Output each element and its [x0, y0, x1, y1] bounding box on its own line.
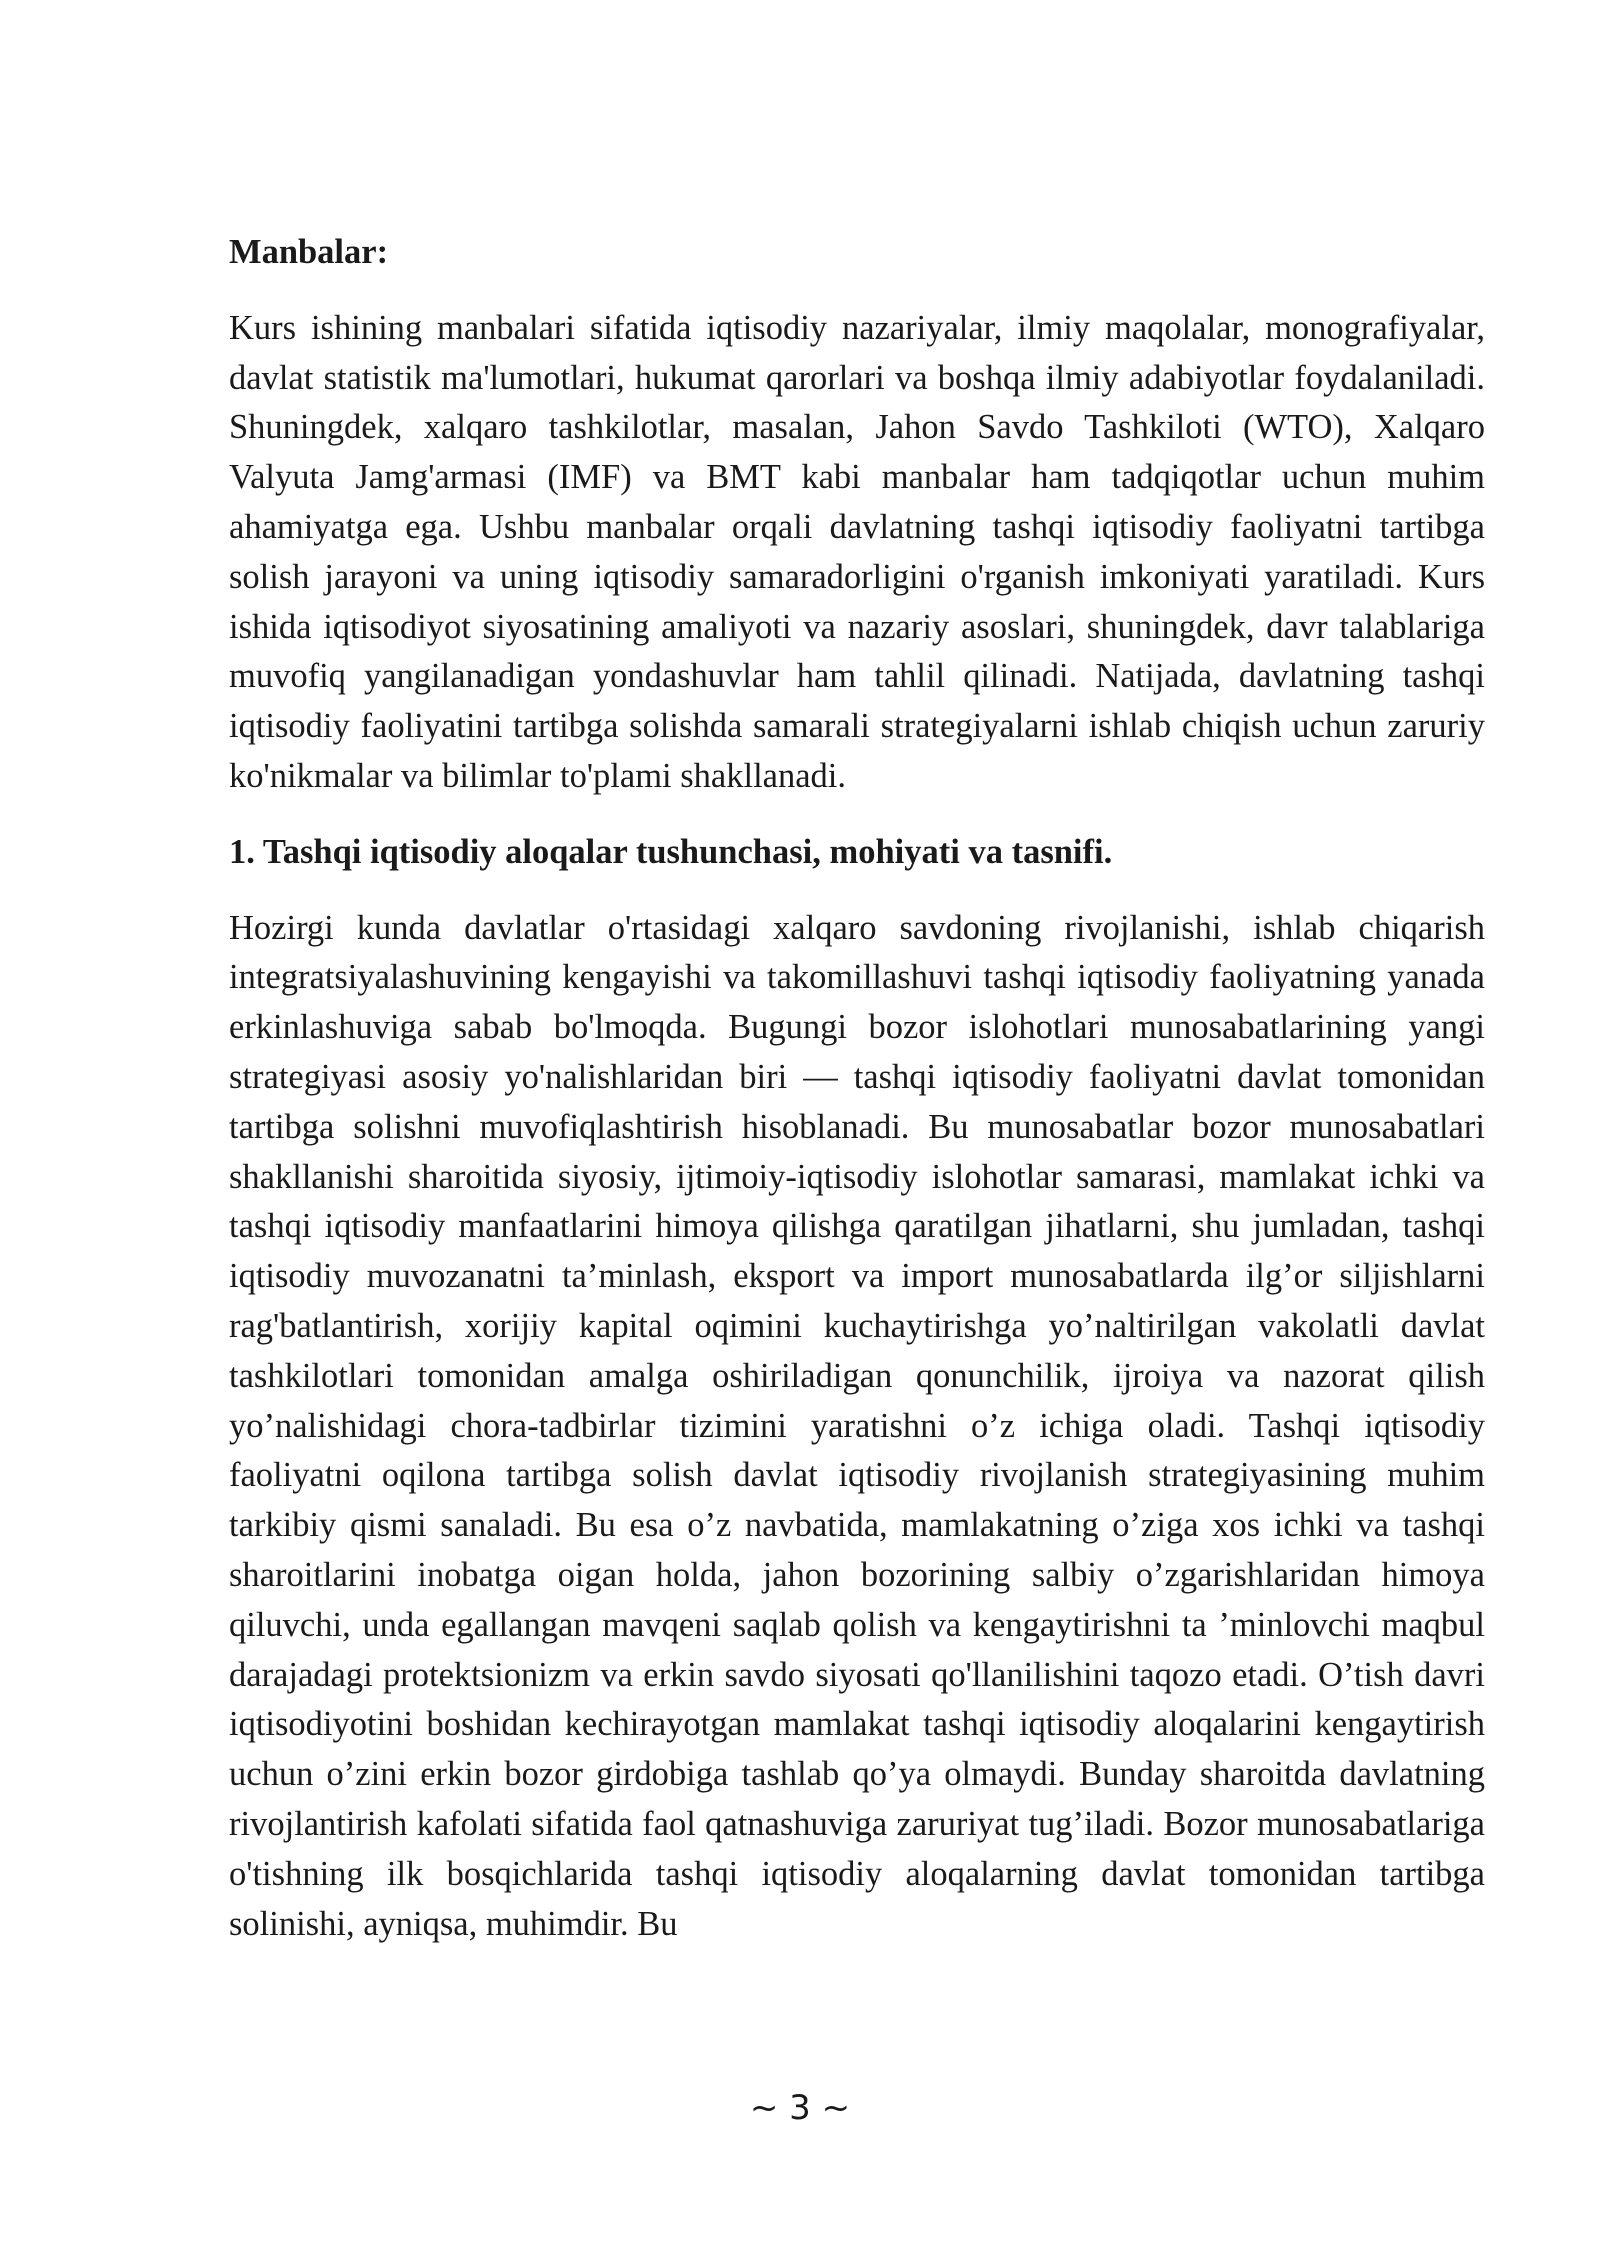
sources-heading: Manbalar: — [229, 233, 389, 271]
section-1-paragraph: Hozirgi kunda davlatlar o'rtasidagi xalqaro savdoning rivojlanishi, ishlab chiqarish integratsiyalashuvining kengayishi va takomillashuvi tashqi iqtisodiy faoliyatning yanada erkinlashuviga sabab bo'lmoqda. Bugungi bozor islohotlari munosabatlarining yangi strategiyasi asosiy yo'nalishlaridan biri — tashqi iqtisodiy faoliyatni davlat tomonidan tartibga solishni muvofiqlashtirish hisoblanadi. Bu munosabatlar bozor munosabatlari shakllanishi sharoitida siyosiy, ijtimoiy-iqtisodiy islohotlar samarasi, mamlakat ichki va tashqi iqtisodiy manfaatlarini himoya qilishga qaratilgan jihatlarni, shu jumladan, tashqi iqtisodiy muvozanatni ta’minlash, eksport va import munosabatlarda ilg’or siljishlarni rag'batlantirish, xorijiy kapital oqimini kuchaytirishga yo’naltirilgan vakolatli davlat tashkilotlari tomonidan amalga oshiriladigan qonunchilik, ijroiya va nazorat qilish yo’nalishidagi chora-tadbirlar tizimini yaratishni o’z ichiga oladi. Tashqi iqtisodiy faoliyatni oqilona tartibga solish davlat iqtisodiy rivojlanish strategiyasining muhim tarkibiy qismi sanaladi. Bu esa o’z navbatida, mamlakatning o’ziga xos ichki va tashqi sharoitlarini inobatga oigan holda, jahon bozorining salbiy o’zgarishlaridan himoya qiluvchi, unda egallangan mavqeni saqlab qolish va kengaytirishni ta ’minlovchi maqbul darajadagi protektsionizm va erkin savdo siyosati qo'llanilishini taqozo etadi. O’tish davri iqtisodiyotini boshidan kechirayotgan mamlakat tashqi iqtisodiy aloqalarini kengaytirish uchun o’zini erkin bozor girdobiga tashlab qo’ya olmaydi. Bunday sharoitda davlatning rivojlantirish kafolati sifatida faol qatnashuviga zaruriyat tug’iladi. Bozor munosabatlariga o'tishning ilk bosqichlarida tashqi iqtisodiy aloqalarning davlat tomonidan tartibga solinishi, ayniqsa, muhimdir. Bu — [229, 908, 1485, 1943]
section-1-heading: 1. Tashqi iqtisodiy aloqalar tushunchasi, mohiyati va tasnifi. — [229, 832, 1113, 871]
page-number: ~ 3 ~ — [749, 2088, 851, 2128]
sources-paragraph: Kurs ishining manbalari sifatida iqtisodiy nazariyalar, ilmiy maqolalar, monografiyalar, davlat statistik ma'lumotlari, hukumat qarorlari va boshqa ilmiy adabiyotlar foydalaniladi. Shuningdek, xalqaro tashkilotlar, masalan, Jahon Savdo Tashkiloti (WTO), Xalqaro Valyuta Jamg'armasi (IMF) va BMT kabi manbalar ham tadqiqotlar uchun muhim ahamiyatga ega. Ushbu manbalar orqali davlatning tashqi iqtisodiy faoliyatni tartibga solish jarayoni va uning iqtisodiy samaradorligini o'rganish imkoniyati yaratiladi. Kurs ishida iqtisodiyot siyosatining amaliyoti va nazariy asoslari, shuningdek, davr talablariga muvofiq yangilanadigan yondashuvlar ham tahlil qilinadi. Natijada, davlatning tashqi iqtisodiy faoliyatini tartibga solishda samarali strategiyalarni ishlab chiqish uchun zaruriy ko'nikmalar va bilimlar to'plami shakllanadi. — [229, 308, 1485, 795]
document-page — [229, 228, 1485, 1975]
